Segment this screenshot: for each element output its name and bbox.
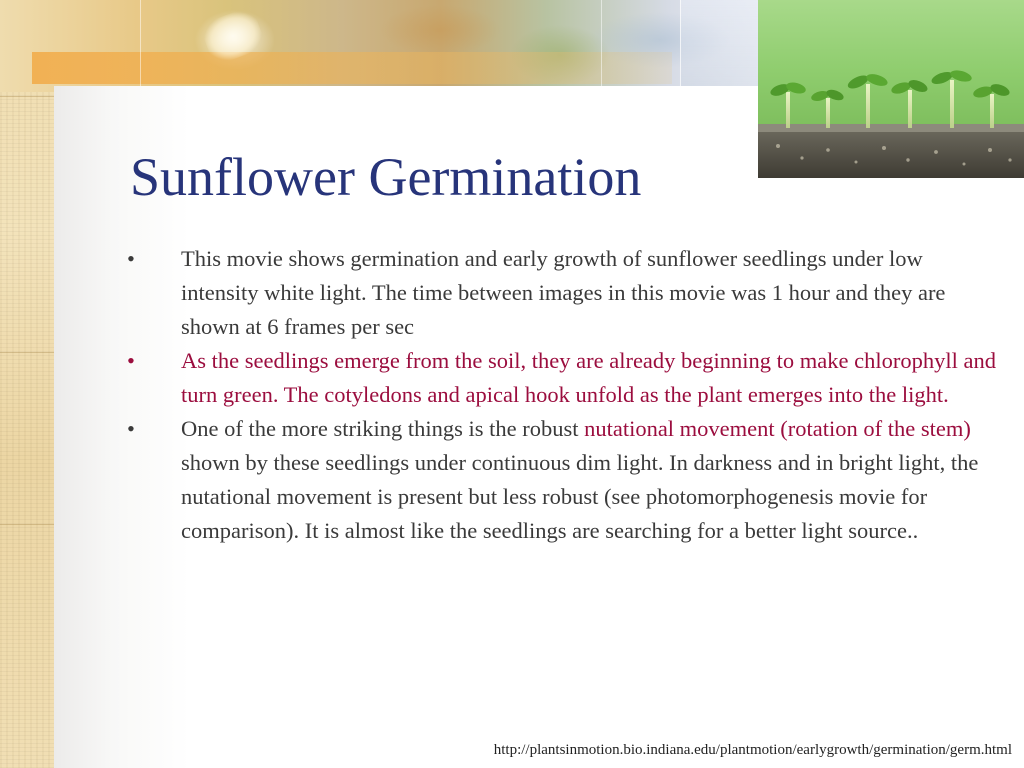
- bullet-text: As the seedlings emerge from the soil, they are already beginning to make chlorophyll and turn green. The cotyledons and apical hook unfold as the plant emerges into the light.: [181, 348, 996, 407]
- bullet-list: [127, 242, 997, 548]
- source-url[interactable]: http://plantsinmotion.bio.indiana.edu/plantmotion/earlygrowth/germination/germ.html: [493, 742, 1012, 758]
- collage-frame-light: [680, 0, 759, 90]
- bullet-text: This movie shows germination and early growth of sunflower seedlings under low intensity white light. The time between images in this movie was 1 hour and they are shown at 6 frames per sec: [181, 246, 946, 339]
- bullet-marker: •: [127, 348, 135, 373]
- bullet-item: [127, 412, 997, 548]
- bullet-marker: •: [127, 246, 135, 271]
- bullet-item: [127, 242, 997, 344]
- bullet-text-part: shown by these seedlings under continuous dim light. In darkness and in bright light, the nutational movement is present but less robust (see photomorphogenesis movie for comparison). It is almost like the seedlings are searching for a better light source..: [181, 450, 979, 543]
- strip-seam: [0, 524, 54, 525]
- top-collage-banner: [0, 0, 760, 92]
- bullet-item: [127, 344, 997, 412]
- highlighted-phrase: nutational movement (rotation of the stem): [584, 416, 971, 441]
- parchment-left-strip: [0, 0, 54, 768]
- bullet-marker: •: [127, 416, 135, 441]
- slide-title: Sunflower Germination: [130, 147, 642, 207]
- bullet-text-part: One of the more striking things is the robust: [181, 416, 585, 441]
- strip-seam: [0, 352, 54, 353]
- strip-seam: [0, 96, 54, 97]
- sunflower-seedlings-photo: [758, 0, 1024, 178]
